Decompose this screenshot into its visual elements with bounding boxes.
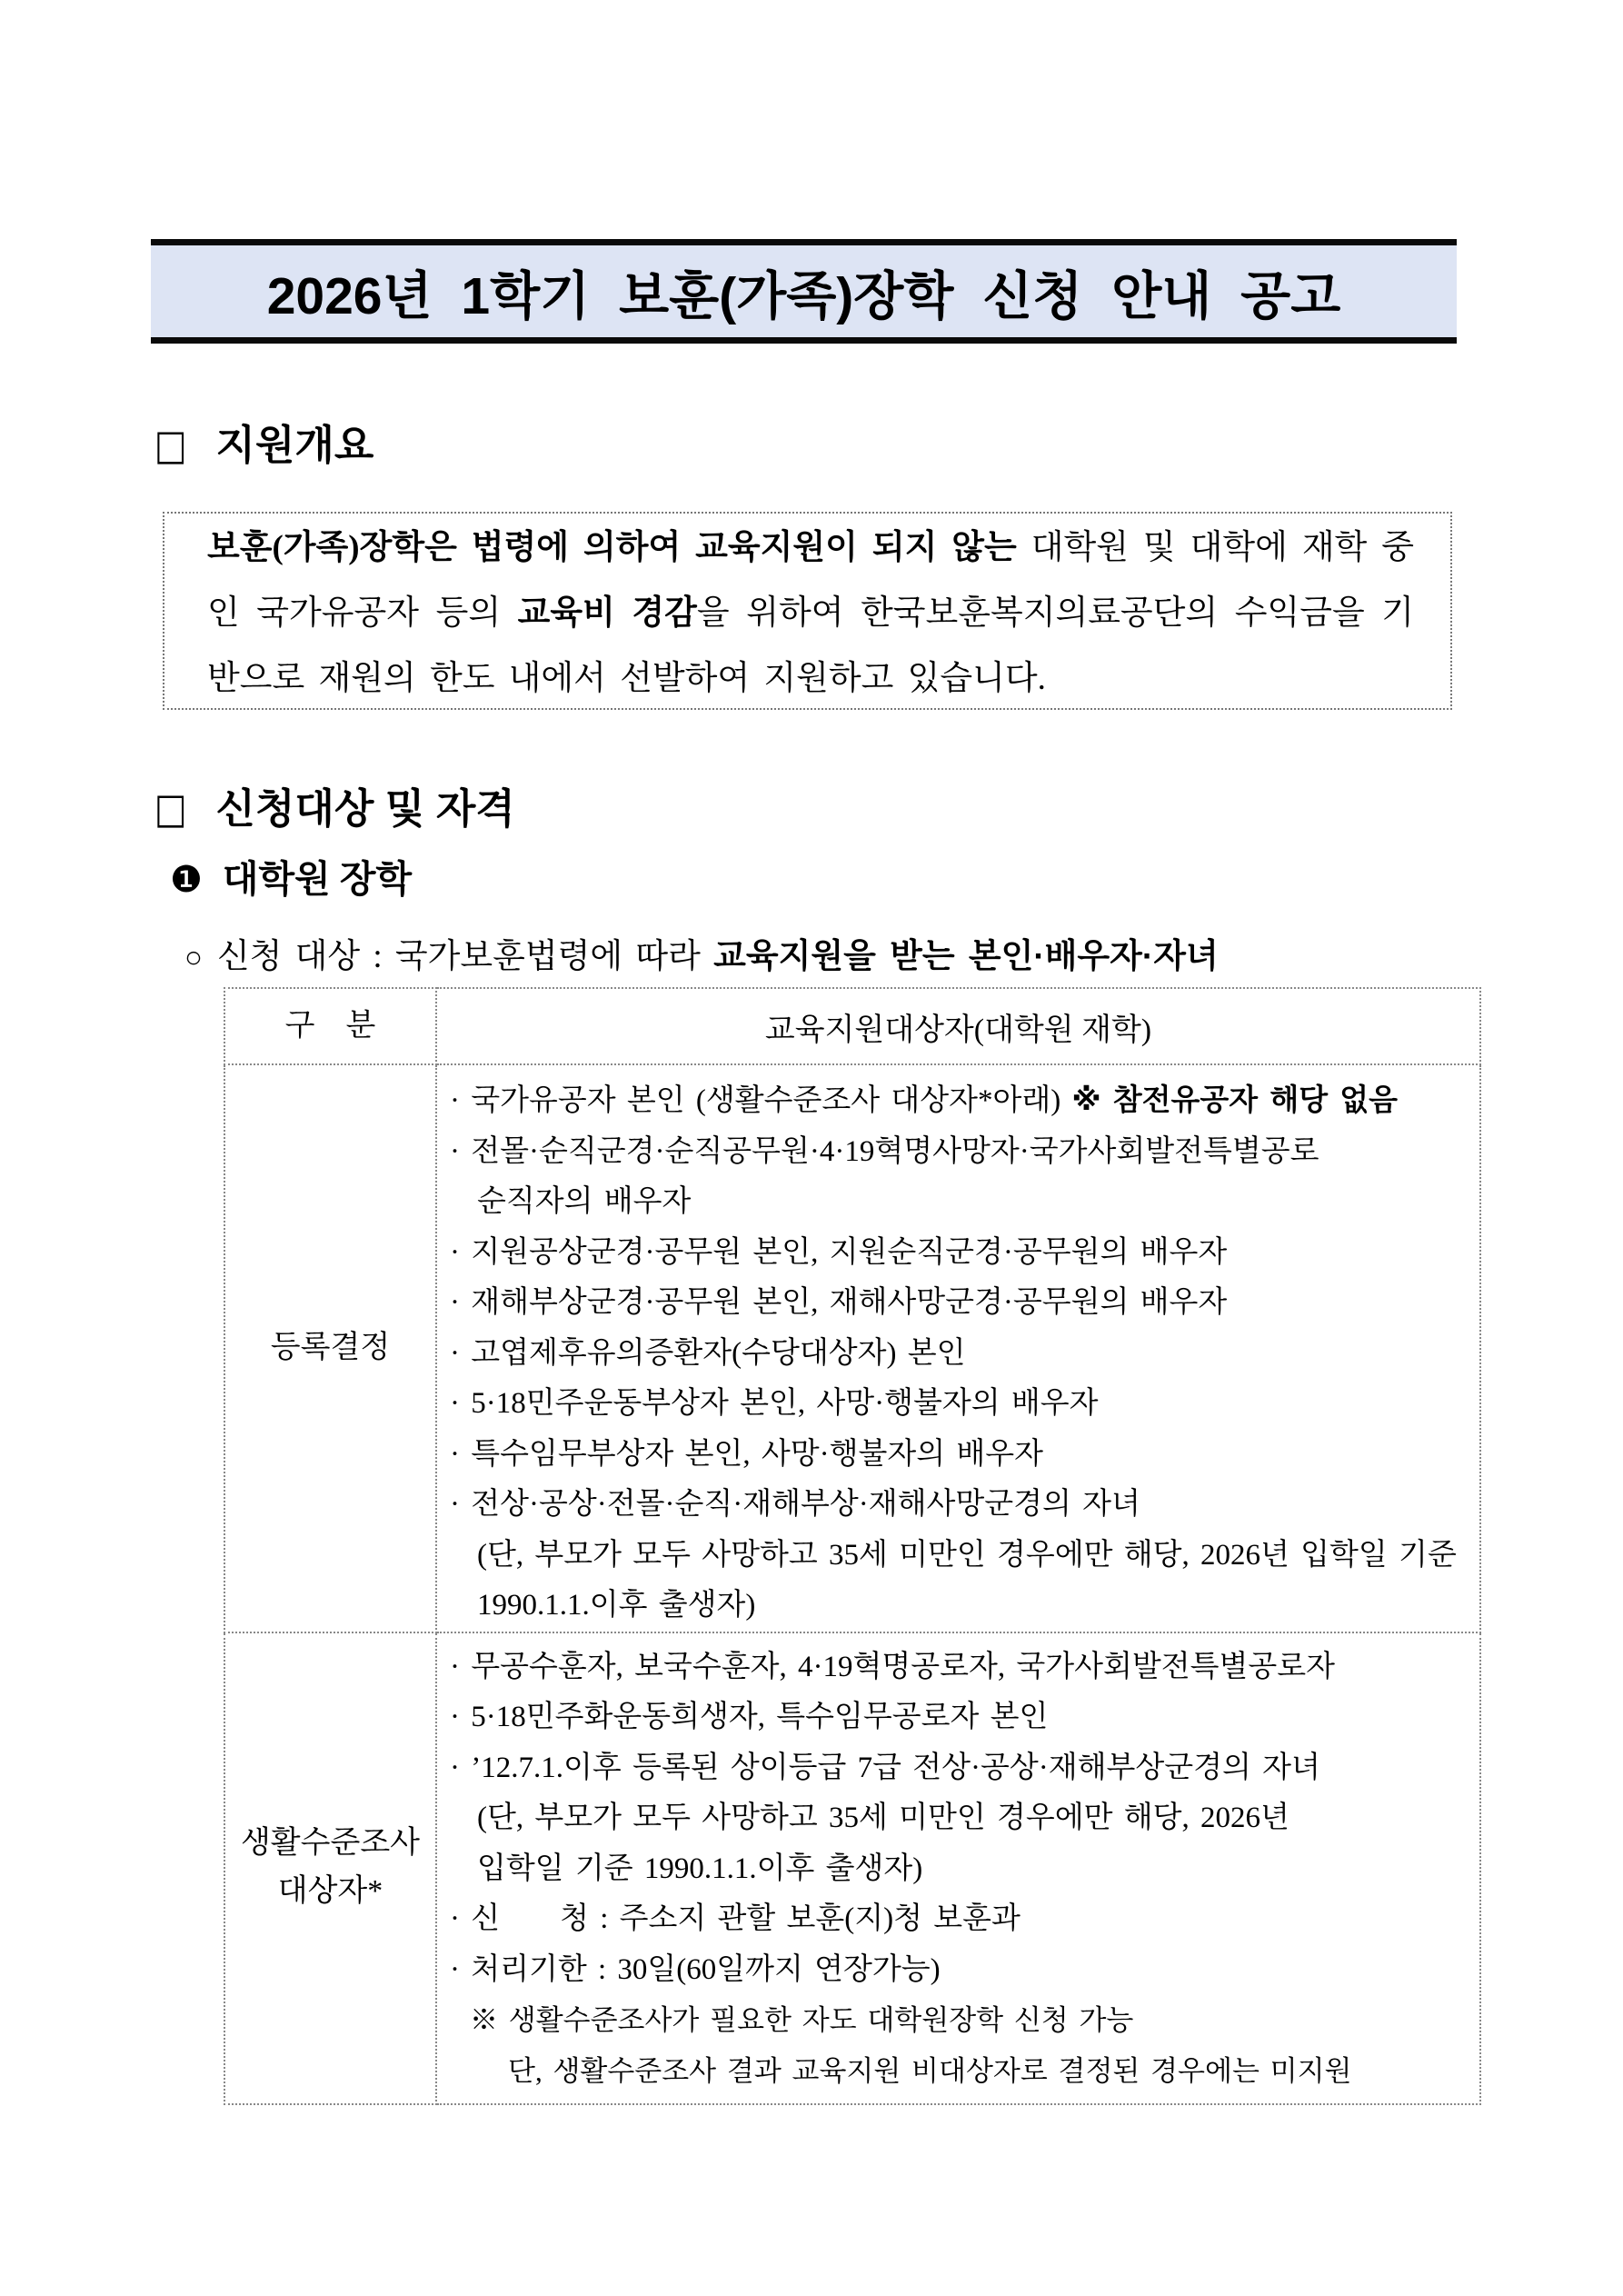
- table-row: [224, 1064, 1480, 1632]
- overview-intro-box: [163, 512, 1452, 710]
- section-heading-eligibility-label: 신청대상 및 자격: [215, 784, 515, 832]
- square-bullet-icon: □: [154, 420, 187, 469]
- criteria-line: · 고엽제후유의증환자(수당대상자) 본인: [450, 1336, 966, 1370]
- criteria-line: · 처리기한 : 30일(60일까지 연장가능): [450, 1952, 941, 1986]
- subheading-grad-scholarship: [170, 858, 412, 901]
- row-content-means-test: [436, 1632, 1480, 2104]
- section-heading-eligibility: [154, 784, 515, 833]
- title-banner: [151, 239, 1457, 344]
- criteria-line: · 무공수훈자, 보국수훈자, 4·19혁명공로자, 국가사회발전특별공로자: [450, 1650, 1336, 1683]
- intro-bold-2: 교육비 경감: [517, 594, 697, 632]
- application-target-line: [184, 928, 1219, 977]
- row-label-line: 생활수준조사: [240, 1826, 421, 1861]
- subheading-grad-label: 대학원 장학: [222, 858, 413, 900]
- row-content-registration: [436, 1064, 1480, 1632]
- criteria-note-line: ※ 생활수준조사가 필요한 자도 대학원장학 신청 가능: [470, 2004, 1134, 2036]
- intro-text-1: 대학원 및 대학에 재학 중인 국가유공자 등의: [207, 529, 1415, 632]
- criteria-note-line: 단, 생활수준조사 결과 교육지원 비대상자로 결정된 경우에는 미지원: [508, 2054, 1352, 2087]
- circle-bullet-icon: ○: [184, 942, 203, 974]
- criteria-line: · 지원공상군경·공무원 본인, 지원순직군경·공무원의 배우자: [450, 1235, 1228, 1269]
- criteria-line: · ’12.7.1.이후 등록된 상이등급 7급 전상·공상·재해부상군경의 자녀: [450, 1751, 1320, 1784]
- table-header-category: 구 분: [224, 988, 436, 1064]
- criteria-line: · 5·18민주화운동희생자, 특수임무공로자 본인: [450, 1701, 1049, 1733]
- criteria-line: 입학일 기준 1990.1.1.이후 출생자): [477, 1852, 923, 1885]
- criteria-line: · 특수임무부상자 본인, 사망·행불자의 배우자: [450, 1437, 1044, 1471]
- criteria-line: (단, 부모가 모두 사망하고 35세 미만인 경우에만 해당, 2026년: [477, 1802, 1289, 1834]
- target-text: 신청 대상 : 국가보훈법령에 따라: [216, 938, 714, 975]
- circled-one-icon: ❶: [170, 858, 203, 901]
- table-header-target: 교육지원대상자(대학원 재학): [436, 988, 1480, 1064]
- criteria-line: 1990.1.1.이후 출생자): [477, 1589, 756, 1622]
- square-bullet-icon: □: [154, 784, 187, 833]
- cell-body: [437, 1065, 1479, 1632]
- section-heading-overview-label: 지원개요: [215, 421, 374, 468]
- section-heading-overview: [154, 420, 374, 469]
- criteria-line: · 5·18민주운동부상자 본인, 사망·행불자의 배우자: [450, 1387, 1099, 1420]
- cell-body: [437, 1633, 1479, 2103]
- criteria-text: · 국가유공자 본인 (생활수준조사 대상자*아래): [450, 1084, 1072, 1117]
- table-header-row: [224, 988, 1480, 1064]
- criteria-line: · 재해부상군경·공무원 본인, 재해사망군경·공무원의 배우자: [450, 1286, 1228, 1319]
- row-label-registration: [224, 1064, 436, 1632]
- target-bold: 교육지원을 받는 본인·배우자·자녀: [713, 937, 1219, 974]
- row-label-means-test: [224, 1632, 436, 2104]
- intro-text-2: 을 위하여 한국보훈복지의료공단의 수익금을 기반으로 재원의 한도 내에서 선발하여 지원하고 있습니다.: [207, 594, 1414, 697]
- row-label-line: 등록결정: [270, 1330, 391, 1364]
- criteria-line: · 신 청 : 주소지 관할 보훈(지)청 보훈과: [450, 1902, 1021, 1935]
- criteria-line: (단, 부모가 모두 사망하고 35세 미만인 경우에만 해당, 2026년 입학일 기준: [477, 1538, 1457, 1572]
- table-row: [224, 1632, 1480, 2104]
- eligibility-table: [224, 987, 1481, 2105]
- page-title: 2026년 1학기 보훈(가족)장학 신청 안내 공고: [266, 266, 1341, 325]
- criteria-line: · 전상·공상·전몰·순직·재해부상·재해사망군경의 자녀: [450, 1488, 1140, 1521]
- criteria-line: 순직자의 배우자: [477, 1185, 692, 1218]
- intro-bold-1: 보훈(가족)장학은 법령에 의하여 교육지원이 되지 않는: [207, 529, 1017, 566]
- criteria-line: [450, 1074, 1467, 1127]
- criteria-line: · 전몰·순직군경·순직공무원·4·19혁명사망자·국가사회발전특별공로: [450, 1134, 1319, 1168]
- criteria-note-bold: ※ 참전유공자 해당 없음: [1071, 1083, 1399, 1116]
- row-label-line: 대상자*: [277, 1874, 383, 1908]
